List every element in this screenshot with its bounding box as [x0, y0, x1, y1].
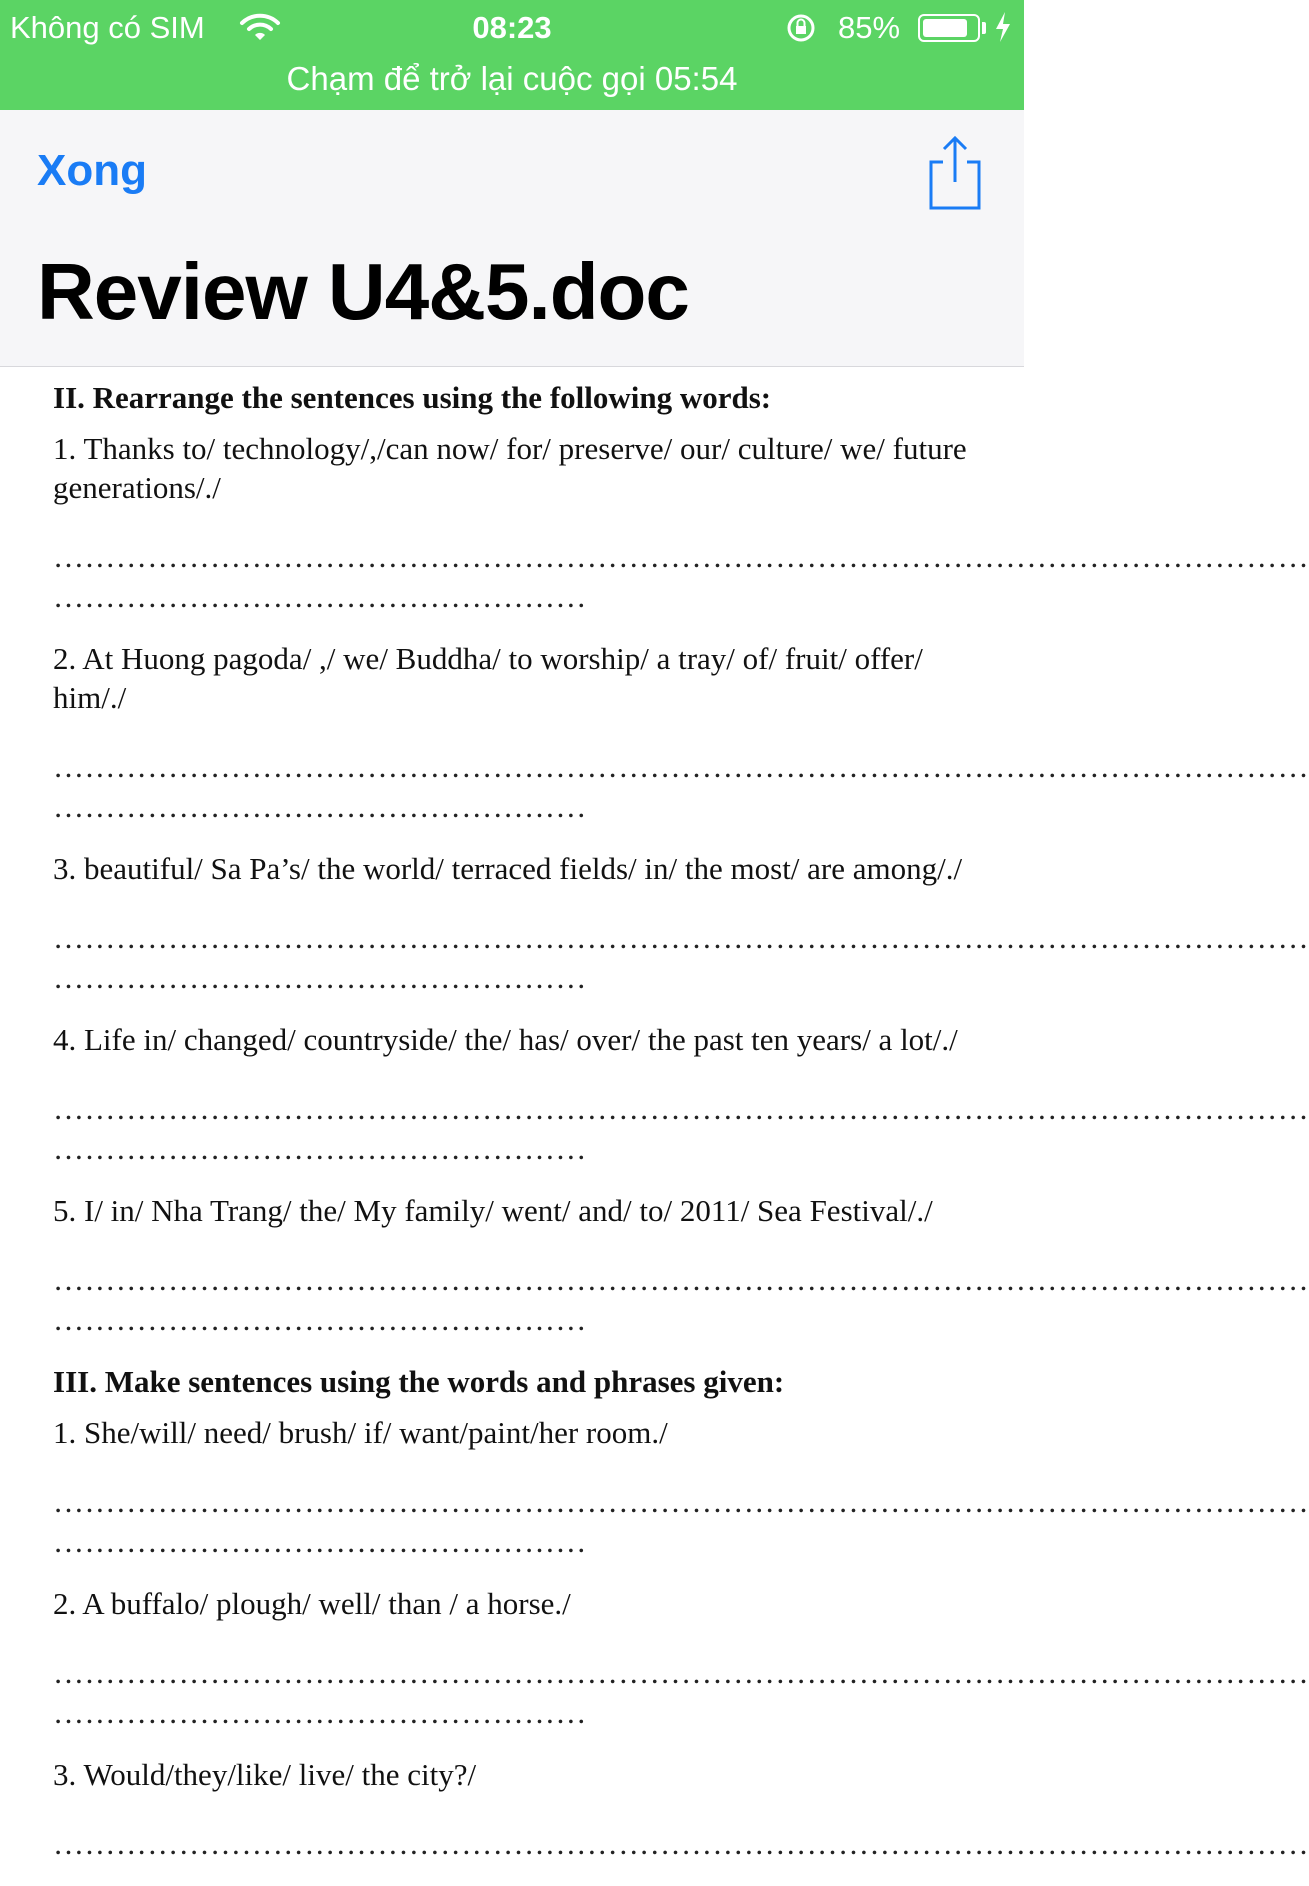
- battery-percent: 85%: [838, 10, 901, 45]
- answer-line: ……………………………………………: [53, 789, 587, 824]
- exercise-item: [53, 429, 1309, 617]
- answer-line: ……………………………………………: [53, 579, 587, 614]
- done-button[interactable]: Xong: [37, 146, 147, 195]
- exercise-prompt: 4. Life in/ changed/ countryside/ the/ has/ over/ the past ten years/ a lot/./: [53, 1022, 958, 1057]
- section-heading: II. Rearrange the sentences using the following words:: [53, 380, 772, 415]
- exercise-prompt: 5. I/ in/ Nha Trang/ the/ My family/ went/ and/ to/ 2011/ Sea Festival/./: [53, 1193, 933, 1228]
- exercise-item: [53, 1584, 1309, 1733]
- exercise-prompt: 3. Would/they/like/ live/ the city?/: [53, 1757, 477, 1792]
- battery-nub: [982, 22, 986, 34]
- answer-line: ……………………………………………: [53, 1524, 587, 1559]
- charging-bolt-icon: [994, 12, 1012, 42]
- exercise-item: [53, 849, 1309, 998]
- exercise-prompt: 2. A buffalo/ plough/ well/ than / a horse./: [53, 1586, 571, 1621]
- rotation-lock-icon: [785, 12, 817, 44]
- battery-icon: [918, 14, 980, 42]
- return-to-call-banner[interactable]: Chạm để trở lại cuộc gọi 05:54: [286, 60, 738, 97]
- share-icon[interactable]: [925, 132, 985, 212]
- exercise-item: [53, 1755, 1309, 1864]
- exercise-item: [53, 1413, 1309, 1562]
- answer-line: …………………………………………………………………………………………………………: [53, 1091, 1309, 1126]
- document-title: Review U4&5.doc: [37, 247, 689, 336]
- clock: 08:23: [472, 10, 552, 45]
- exercise-item: [53, 639, 1309, 827]
- answer-line: …………………………………………………………………………………………………………: [53, 1655, 1309, 1690]
- exercise-prompt: 1. Thanks to/ technology/,/can now/ for/ preserve/ our/ culture/ we/ future generations/./: [53, 431, 967, 505]
- answer-line: …………………………………………………………………………………………………………: [53, 539, 1309, 574]
- answer-line: …………………………………………………………………………………………………………: [53, 1484, 1309, 1519]
- carrier-label: Không có SIM: [10, 10, 205, 45]
- exercise-prompt: 3. beautiful/ Sa Pa’s/ the world/ terraced fields/ in/ the most/ are among/./: [53, 851, 963, 886]
- answer-line: ……………………………………………: [53, 1302, 587, 1337]
- answer-line: ……………………………………………: [53, 960, 587, 995]
- exercise-prompt: 1. She/will/ need/ brush/ if/ want/paint/her room./: [53, 1415, 668, 1450]
- document-body: [53, 378, 1309, 1886]
- answer-line: …………………………………………………………………………………………………………: [53, 1826, 1309, 1861]
- section-heading: III. Make sentences using the words and phrases given:: [53, 1364, 785, 1399]
- answer-line: ……………………………………………: [53, 1695, 587, 1730]
- exercise-item: [53, 1191, 1309, 1340]
- document-header: [0, 110, 1024, 367]
- exercise-prompt: 2. At Huong pagoda/ ,/ we/ Buddha/ to worship/ a tray/ of/ fruit/ offer/ him/./: [53, 641, 923, 715]
- answer-line: …………………………………………………………………………………………………………: [53, 1262, 1309, 1297]
- status-bar: [0, 0, 1024, 110]
- answer-line: ……………………………………………: [53, 1131, 587, 1166]
- answer-line: …………………………………………………………………………………………………………: [53, 920, 1309, 955]
- answer-line: …………………………………………………………………………………………………………: [53, 749, 1309, 784]
- exercise-item: [53, 1020, 1309, 1169]
